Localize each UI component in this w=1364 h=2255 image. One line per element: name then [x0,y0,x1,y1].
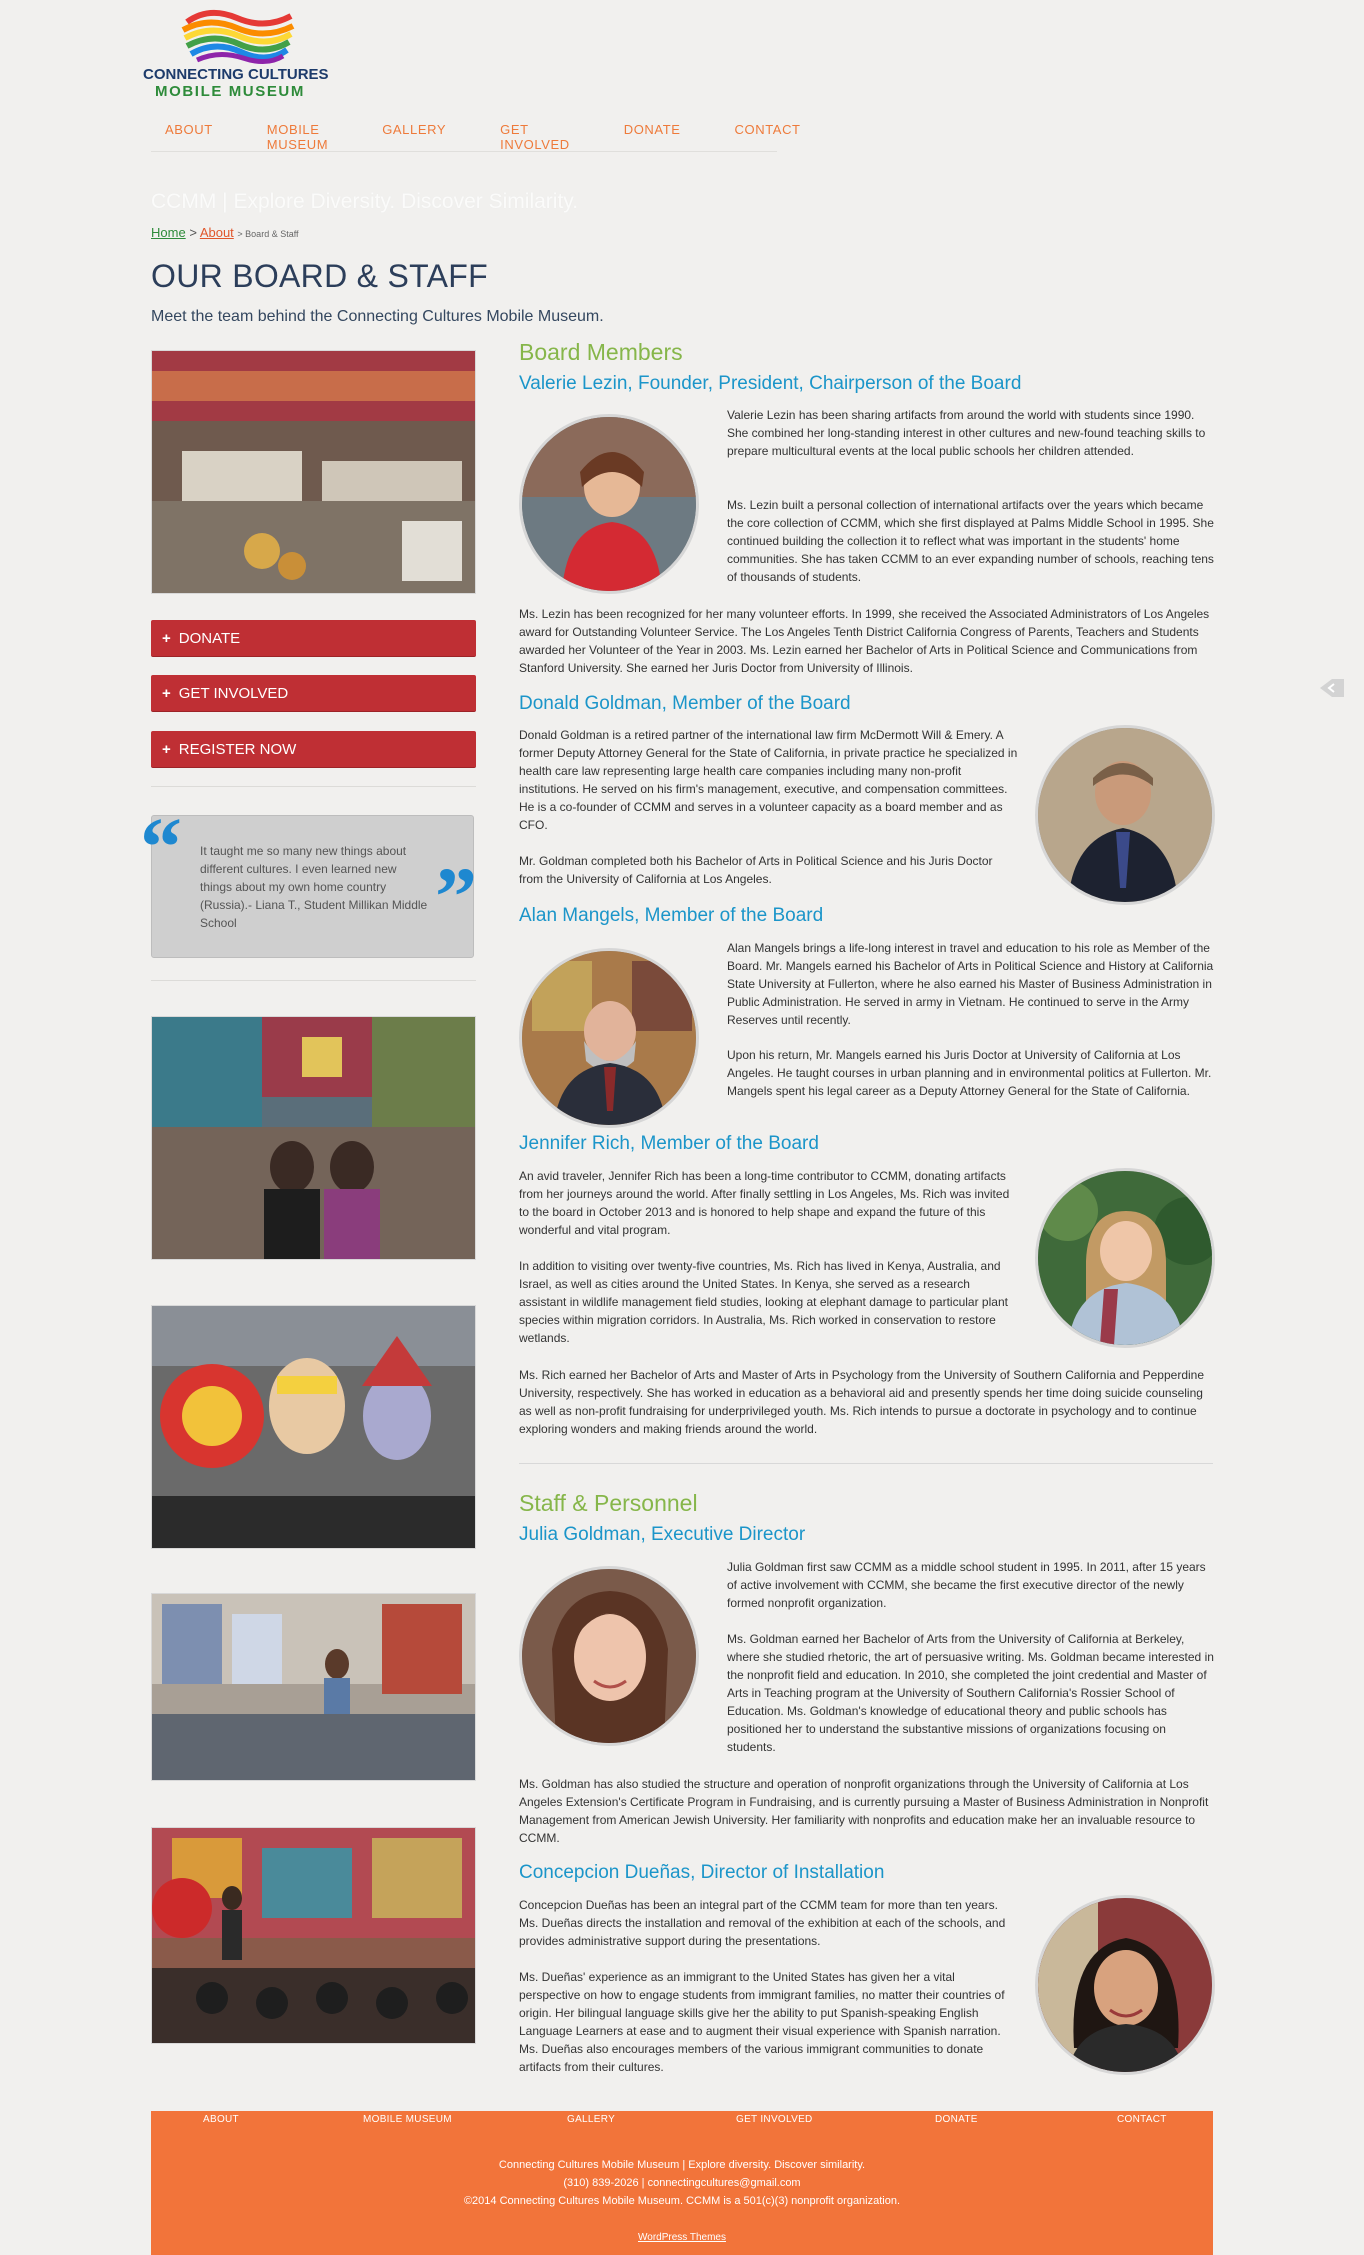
footer-nav-gallery[interactable]: GALLERY [567,2114,616,2125]
member-bio-jennifer-rich-p1: An avid traveler, Jennifer Rich has been a long-time contributor to CCMM, donating artifacts from her journeys around the world. After finally settling in Los Angeles, Ms. Rich was invited to the board in October 2013 and is honored to help shape and expand the future of this wonderful and vital program. [519,1169,1010,1237]
register-now-button[interactable] [151,731,476,768]
footer-nav-contact[interactable]: CONTACT [1117,2114,1167,2125]
breadcrumb-sep: > [189,225,197,240]
avatar-julia-goldman [519,1566,699,1746]
member-bio-donald-goldman-p1: Donald Goldman is a retired partner of the international law firm McDermott Will & Emery. A former Deputy Attorney General for the State of California, in private practice he specialized in health care law representing large health care companies including many non-profit institutions. He served on his firm's management, executive, and compensation committees. He is a co-founder of CCMM and serves in a volunteer capacity as a board member and as CFO. [519,728,1018,832]
member-bio-valerie-lezin-p3: Ms. Lezin has been recognized for her many volunteer efforts. In 1999, she received the Associated Administrators of Los Angeles award for Outstanding Volunteer Service. The Los Angeles Tenth District California Congress of Parents, Teachers and Students awarded her Volunteer of the Year in 2003. Ms. Lezin earned her Bachelor of Arts in Political Science and Communications from Stanford University. She earned her Juris Doctor from University of Illinois. [519,607,1210,675]
member-name-concepcion-duenas: Concepcion Dueñas, Director of Installation [519,1862,885,1883]
member-bio-concepcion-duenas-p1: Concepcion Dueñas has been an integral part of the CCMM team for more than ten years. Ms. Dueñas directs the installation and removal of the exhibition at each of the schools, and provides administrative support during the presentations. [519,1898,1006,1948]
nav-donate[interactable]: DONATE [623,122,681,137]
breadcrumb-current: > Board & Staff [237,229,299,239]
footer-tagline: Connecting Cultures Mobile Museum | Explore diversity. Discover similarity. [498,2159,866,2171]
museum-photo-3 [151,1305,476,1549]
member-name-valerie-lezin: Valerie Lezin, Founder, President, Chairperson of the Board [519,373,1022,394]
museum-photo-1 [151,350,476,594]
member-bio-julia-goldman-p2: Ms. Goldman earned her Bachelor of Arts from the University of California at Berkeley, where she studied rhetoric, the art of persuasive writing. Ms. Goldman became interested in the nonprofit field and education. In 2010, she completed the joint credential and Master of Arts in Teaching program at the University of Southern California's Rossier School of Education. Ms. Goldman's knowledge of educational theory and public schools has positioned her to understand the substantive missions of organizations focusing on students. [727,1632,1214,1754]
member-bio-valerie-lezin-p2: Ms. Lezin built a personal collection of international artifacts over the years which became the core collection of CCMM, which she first displayed at Palms Middle School in 1995. She continued building the collection it to reflect what was important in the students' home communities. She has taken CCMM to an ever expanding number of schools, reaching tens of thousands of students. [727,498,1214,584]
member-bio-concepcion-duenas-p2: Ms. Dueñas' experience as an immigrant to the United States has given her a vital perspective on how to engage students from immigrant families, no matter their countries of origin. Her bilingual language skills give her the ability to put Spanish-speaking English Language Learners at ease and to augment their visual experience with Spanish narration. Ms. Dueñas also encourages members of the various immigrant communities to donate artifacts from their cultures. [519,1970,1005,2074]
avatar-donald-goldman [1035,725,1215,905]
member-name-alan-mangels: Alan Mangels, Member of the Board [519,905,824,926]
avatar-concepcion-duenas [1035,1895,1215,2075]
nav-about[interactable]: ABOUT [165,122,213,137]
nav-get-involved[interactable]: GET INVOLVED [500,122,570,152]
member-bio-alan-mangels-p2: Upon his return, Mr. Mangels earned his Juris Doctor at University of California at Los Angeles. He taught courses in urban planning and in environmental politics at Fullerton. Mr. Mangels spent his legal career as a Deputy Attorney General for the State of California. [727,1048,1212,1098]
member-bio-julia-goldman-p1: Julia Goldman first saw CCMM as a middle school student in 1995. In 2011, after 15 years of active involvement with CCMM, she became the first executive director of the newly formed nonprofit organization. [727,1560,1206,1610]
quote-close-icon: ” [435,851,477,944]
member-bio-alan-mangels-p1: Alan Mangels brings a life-long interest in travel and education to his role as Member of the Board. Mr. Mangels earned his Bachelor of Arts in Political Science and History at California State University at Fullerton, where he also earned his Master of Business Administration in Public Administration. He served in army in Vietnam. He continued to serve in the Army Reserves until recently. [727,941,1214,1027]
plus-icon: + [162,630,171,647]
site-footer [151,2111,1213,2255]
member-bio-jennifer-rich-p3: Ms. Rich earned her Bachelor of Arts and Master of Arts in Psychology from the University of Southern California and Pepperdine University, respectively. She has worked in education as a behavioral aid and presently spends her time doing suicide counseling as well as non-profit fundraising for underprivileged youth. Ms. Rich intends to pursue a doctorate in psychology and to continue exploring wonders and making friends around the world. [519,1368,1205,1436]
footer-contact: (310) 839-2026 | connectingcultures@gmail.com [563,2177,801,2189]
breadcrumb [151,225,299,240]
avatar-jennifer-rich [1035,1168,1215,1348]
staff-heading: Staff & Personnel [519,1490,698,1516]
get-involved-button-label: GET INVOLVED [178,685,289,702]
site-logo[interactable] [143,4,329,102]
footer-nav-donate[interactable]: DONATE [935,2114,978,2125]
nav-mobile-museum[interactable]: MOBILE MUSEUM [266,122,329,152]
museum-photo-4 [151,1593,476,1781]
member-bio-valerie-lezin-p1: Valerie Lezin has been sharing artifacts from around the world with students since 1990. She combined her long-standing interest in other cultures and new-found teaching skills to prepare multicultural events at the local public schools her children attended. [727,408,1206,458]
member-name-julia-goldman: Julia Goldman, Executive Director [519,1524,806,1545]
museum-photo-5 [151,1827,476,2044]
register-now-button-label: REGISTER NOW [178,741,297,758]
breadcrumb-about[interactable]: About [199,225,234,240]
sidebar-divider [151,786,476,787]
testimonial-quote [140,801,477,958]
main-nav [151,110,801,152]
donate-button-label: DONATE [178,630,241,647]
footer-nav-about[interactable]: ABOUT [203,2114,239,2125]
logo-line-1: CONNECTING CULTURES [143,66,329,83]
breadcrumb-home[interactable]: Home [151,225,186,240]
page-subtitle: Meet the team behind the Connecting Cultures Mobile Museum. [151,308,604,325]
member-bio-julia-goldman-p3: Ms. Goldman has also studied the structure and operation of nonprofit organizations through the University of California at Los Angeles Extension's Certificate Program in Fundraising, and is currently pursuing a Master of Business Administration in Nonprofit Management from American Jewish University. Her familiarity with nonprofits and education make her an invaluable resource to CCMM. [519,1777,1209,1845]
member-name-donald-goldman: Donald Goldman, Member of the Board [519,693,851,714]
plus-icon: + [162,741,171,758]
nav-contact[interactable]: CONTACT [734,122,801,137]
avatar-valerie-lezin [519,414,699,594]
footer-nav-get-involved[interactable]: GET INVOLVED [736,2114,813,2125]
avatar-alan-mangels [519,948,699,1128]
get-involved-button[interactable] [151,675,476,712]
logo-waves-icon [179,4,297,66]
tagline: CCMM | Explore Diversity. Discover Similarity. [151,190,579,213]
testimonial-text: It taught me so many new things about different cultures. I even learned new things about my own home country (Russia).- Liana T., Student Millikan Middle School [200,844,428,930]
nav-gallery[interactable]: GALLERY [382,122,447,137]
board-members-heading: Board Members [519,339,683,365]
footer-copyright: ©2014 Connecting Cultures Mobile Museum. CCMM is a 501(c)(3) nonprofit organization. [463,2195,901,2207]
member-bio-donald-goldman-p2: Mr. Goldman completed both his Bachelor of Arts in Political Science and his Juris Doctor from the University of California at Los Angeles. [519,854,993,886]
donate-button[interactable] [151,620,476,657]
museum-photo-2 [151,1016,476,1260]
member-name-jennifer-rich: Jennifer Rich, Member of the Board [519,1133,819,1154]
section-divider [519,1463,1213,1464]
quote-open-icon: “ [140,801,182,894]
page-title: OUR BOARD & STAFF [151,258,488,294]
plus-icon: + [162,685,171,702]
footer-nav [151,2114,1213,2134]
footer-nav-mobile-museum[interactable]: MOBILE MUSEUM [363,2114,452,2125]
logo-line-2: MOBILE MUSEUM [155,83,305,100]
side-arrow-icon[interactable] [1318,677,1346,699]
member-bio-jennifer-rich-p2: In addition to visiting over twenty-five countries, Ms. Rich has lived in Kenya, Australia, and Israel, as well as cities around the United States. In Kenya, she served as a research assistant in wildlife management field studies, looking at elephant damage to particular plant species within migration corridors. In Australia, Ms. Rich worked in conservation to restore wetlands. [519,1259,1008,1345]
footer-credit-link[interactable]: WordPress Themes [638,2232,726,2243]
sidebar-divider [151,980,476,981]
